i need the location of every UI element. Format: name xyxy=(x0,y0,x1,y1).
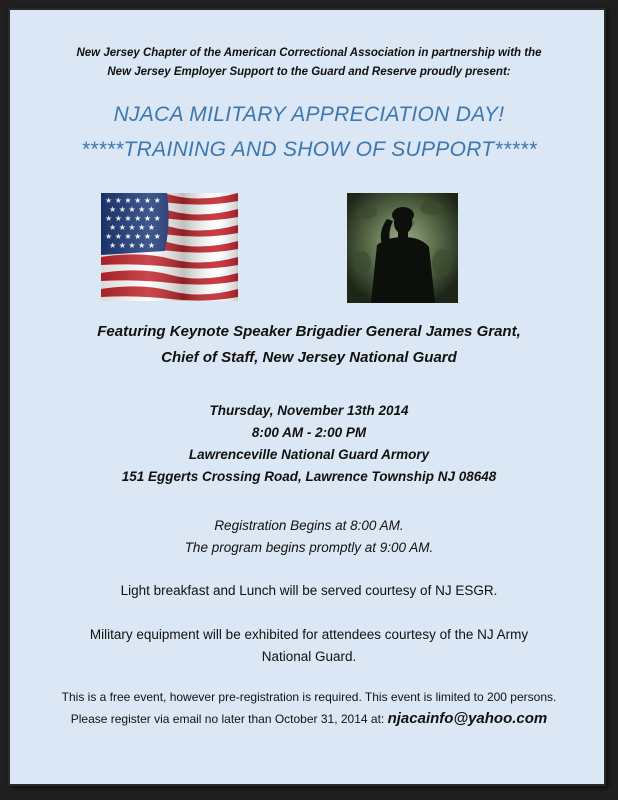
registration-line-2: The program begins promptly at 9:00 AM. xyxy=(184,540,434,555)
intro-line-2: New Jersey Employer Support to the Guard and Reserve proudly present: xyxy=(107,66,511,78)
keynote-speaker xyxy=(10,319,608,371)
event-address: 151 Eggerts Crossing Road, Lawrence Township NJ 08648 xyxy=(121,469,497,484)
event-title: NJACA MILITARY APPRECIATION DAY! xyxy=(113,103,505,126)
registration-line-1: Registration Begins at 8:00 AM. xyxy=(214,518,404,533)
event-details xyxy=(10,400,608,488)
free-event-note: This is a free event, however pre-registration is required. This event is limited to 200 persons. xyxy=(61,690,557,704)
american-flag-image xyxy=(101,193,238,301)
equipment-line-2: National Guard. xyxy=(261,649,357,664)
registration-email-link[interactable]: njacainfo@yahoo.com xyxy=(387,710,548,727)
intro-text xyxy=(10,44,608,82)
equipment-line-1: Military equipment will be exhibited for attendees courtesy of the NJ Army xyxy=(89,627,529,642)
speaker-line-2: Chief of Staff, New Jersey National Guard xyxy=(161,349,457,366)
event-time: 8:00 AM - 2:00 PM xyxy=(251,425,367,440)
food-note: Light breakfast and Lunch will be served courtesy of NJ ESGR. xyxy=(120,583,498,598)
saluting-soldier-image xyxy=(347,193,458,303)
intro-line-1: New Jersey Chapter of the American Correctional Association in partnership with the xyxy=(76,47,542,59)
registration-info xyxy=(10,515,608,559)
event-subtitle: *****TRAINING AND SHOW OF SUPPORT***** xyxy=(81,138,537,161)
footer xyxy=(10,686,608,730)
equipment-note xyxy=(10,624,608,668)
event-venue: Lawrenceville National Guard Armory xyxy=(188,447,430,462)
event-date: Thursday, November 13th 2014 xyxy=(209,403,409,418)
flyer-page xyxy=(8,8,606,786)
register-line xyxy=(10,708,608,730)
register-text: Please register via email no later than October 31, 2014 at: xyxy=(70,712,385,726)
speaker-line-1: Featuring Keynote Speaker Brigadier General James Grant, xyxy=(97,323,521,340)
